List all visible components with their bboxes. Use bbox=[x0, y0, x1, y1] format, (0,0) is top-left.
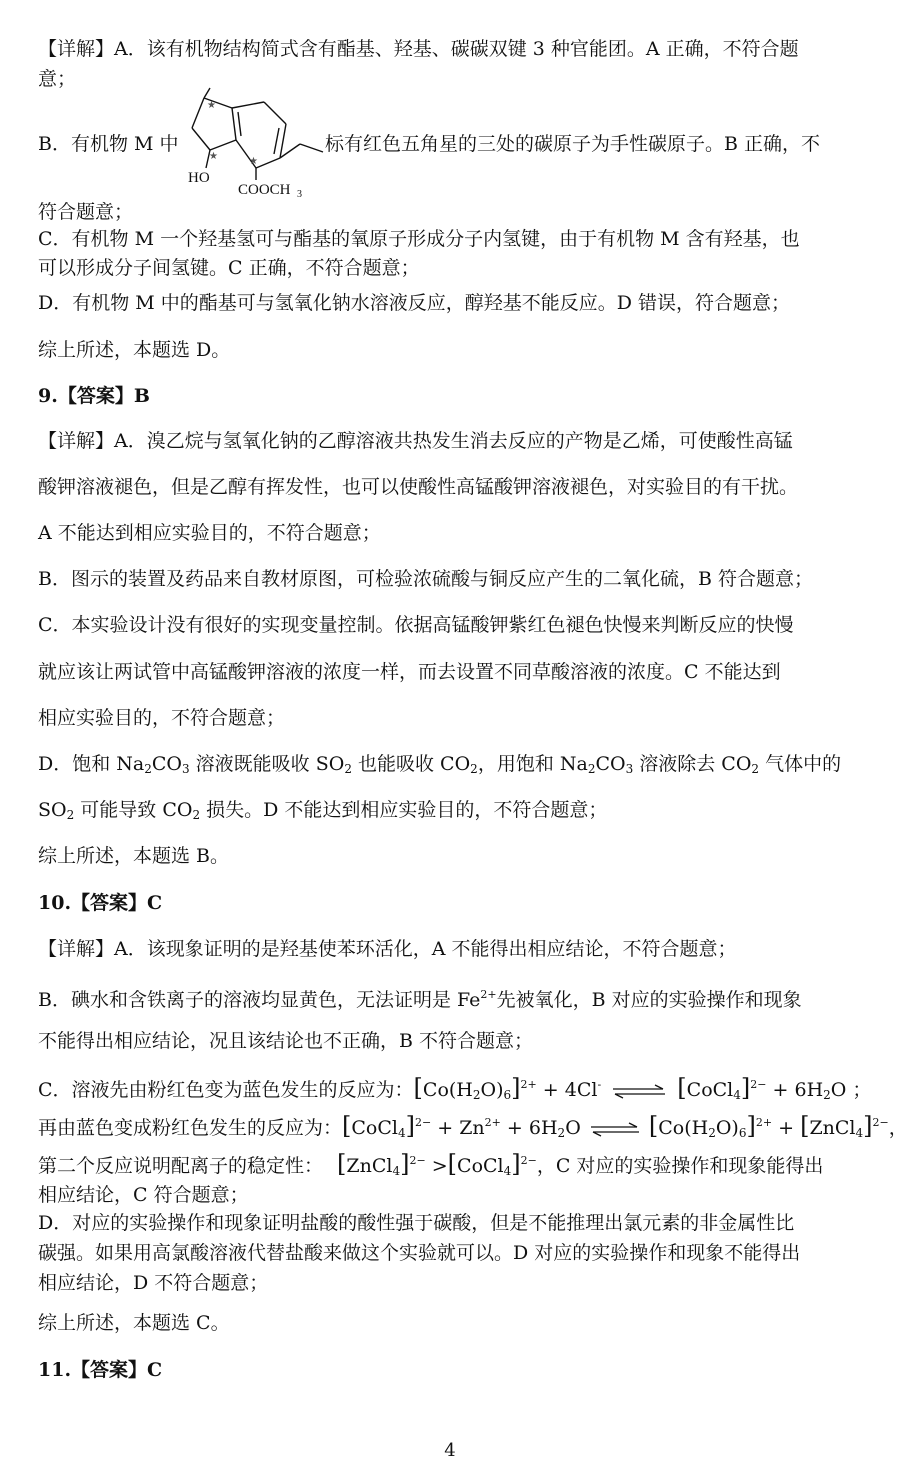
q11-answer-heading: 11.【答案】C bbox=[38, 1359, 163, 1381]
q10-option-b-line1: B．碘水和含铁离子的溶液均显黄色，无法证明是 $Fe^{2+}$先被氧化，B 对应的实验操作和现象 bbox=[38, 988, 802, 1011]
q8-option-a-line1: 【详解】A．该有机物结构简式含有酯基、羟基、碳碳双键 3 种官能团。A 正确，不符合题 bbox=[38, 38, 799, 60]
q10-option-b-line2: 不能得出相应结论，况且该结论也不正确，B 不符合题意； bbox=[38, 1030, 534, 1052]
q10-option-c-line3: 第二个反应说明配离子的稳定性： [ZnCl$_4$]$^{2-}$ >[CoCl$_4$]$^{2-}$，C 对应的实验操作和现象能得出 bbox=[38, 1150, 824, 1178]
mol-label-ho: HO bbox=[188, 170, 210, 186]
q10-option-d-line1: D．对应的实验操作和现象证明盐酸的酸性强于碳酸，但是不能推理出氯元素的非金属性比 bbox=[38, 1212, 795, 1234]
chiral-star-1: ★ bbox=[207, 100, 216, 111]
q9-option-a-line1: 【详解】A．溴乙烷与氢氧化钠的乙醇溶液共热发生消去反应的产物是乙烯，可使酸性高锰 bbox=[38, 430, 793, 452]
q9-option-b: B．图示的装置及药品来自教材原图，可检验浓硫酸与铜反应产生的二氧化硫，B 符合题意； bbox=[38, 568, 813, 590]
q9-option-c-line2: 就应该让两试管中高锰酸钾溶液的浓度一样，而去设置不同草酸溶液的浓度。C 不能达到 bbox=[38, 661, 781, 683]
equilibrium-arrow bbox=[589, 1122, 641, 1136]
mol-label-cooch: COOCH bbox=[238, 182, 291, 198]
q10-option-d-line3: 相应结论，D 不符合题意； bbox=[38, 1272, 269, 1294]
q10-summary: 综上所述，本题选 C。 bbox=[38, 1312, 230, 1334]
q9-answer-heading: 9.【答案】B bbox=[38, 385, 150, 407]
q9-option-a-line3: A 不能达到相应实验目的，不符合题意； bbox=[38, 522, 381, 544]
q10-option-d-line2: 碳强。如果用高氯酸溶液代替盐酸来做这个实验就可以。D 对应的实验操作和现象不能得出 bbox=[38, 1242, 801, 1264]
q8-option-c-line1: C．有机物 M 一个羟基氢可与酯基的氧原子形成分子内氢键，由于有机物 M 含有羟基，也 bbox=[38, 228, 800, 250]
q9-option-d-line1: D．饱和 $Na_2CO_3$ 溶液既能吸收 $SO_2$ 也能吸收 $CO_2$，用饱和 $Na_2CO_3$ 溶液除去 $CO_2$ 气体中的 bbox=[38, 753, 842, 776]
q8-option-b-prefix: B．有机物 M 中 bbox=[38, 133, 179, 155]
q10-option-c-line4: 相应结论，C 符合题意； bbox=[38, 1184, 249, 1206]
q8-summary: 综上所述，本题选 D。 bbox=[38, 339, 231, 361]
chiral-star-2: ★ bbox=[209, 151, 218, 162]
q8-option-a-line2: 意； bbox=[38, 68, 77, 90]
q8-option-b-line2: 符合题意； bbox=[38, 201, 134, 223]
q9-summary: 综上所述，本题选 B。 bbox=[38, 845, 230, 867]
q8-option-c-line2: 可以形成分子间氢键。C 正确，不符合题意； bbox=[38, 257, 420, 279]
q8-option-d: D．有机物 M 中的酯基可与氢氧化钠水溶液反应，醇羟基不能反应。D 错误，符合题意； bbox=[38, 292, 791, 314]
equation-1: $[Co(H_2O)_6]^{2+} + 4Cl^-$ [CoCl$_4$]$^{2-}$ + $6H_2O$ ； bbox=[413, 1074, 872, 1102]
q9-option-d-line2: $SO_2$ 可能导致 $CO_2$ 损失。D 不能达到相应实验目的，不符合题意； bbox=[38, 799, 608, 822]
q9-option-a-line2: 酸钾溶液褪色，但是乙醇有挥发性，也可以使酸性高锰酸钾溶液褪色，对实验目的有干扰。 bbox=[38, 476, 799, 498]
mol-label-sub3: 3 bbox=[297, 189, 302, 200]
molecule-m-structure bbox=[182, 86, 327, 198]
q8-option-b-suffix: 标有红色五角星的三处的碳原子为手性碳原子。B 正确，不 bbox=[325, 133, 821, 155]
q9-option-c-line1: C．本实验设计没有很好的实现变量控制。依据高锰酸钾紫红色褪色快慢来判断反应的快慢 bbox=[38, 614, 794, 636]
q10-option-c-line1: C．溶液先由粉红色变为蓝色发生的反应为：$[Co(H_2O)_6]^{2+} + 4Cl^-$ [CoCl$_4$]$^{2-}$ + $6H_2O$ ； bbox=[38, 1074, 872, 1102]
equation-2: [CoCl$_4$]$^{2-}$ + $Zn^{2+} + 6H_2O$ $[Co(H_2O)_6]^{2+}$ + [ZnCl$_4$]$^{2-}$， bbox=[342, 1112, 908, 1140]
q9-option-c-line3: 相应实验目的，不符合题意； bbox=[38, 707, 286, 729]
page-number: 4 bbox=[444, 1440, 456, 1461]
chiral-star-3: ★ bbox=[249, 156, 258, 167]
q10-option-a: 【详解】A．该现象证明的是羟基使苯环活化，A 不能得出相应结论，不符合题意； bbox=[38, 938, 737, 960]
stability-comparison: [ZnCl$_4$]$^{2-}$ >[CoCl$_4$]$^{2-}$ bbox=[337, 1150, 537, 1178]
q10-answer-heading: 10.【答案】C bbox=[38, 892, 163, 914]
q10-option-c-line2: 再由蓝色变成粉红色发生的反应为：[CoCl$_4$]$^{2-}$ + $Zn^{2+} + 6H_2O$ $[Co(H_2O)_6]^{2+}$ + [ZnCl$_4$]$^{2-}$， bbox=[38, 1112, 908, 1140]
equilibrium-arrow bbox=[611, 1084, 667, 1098]
